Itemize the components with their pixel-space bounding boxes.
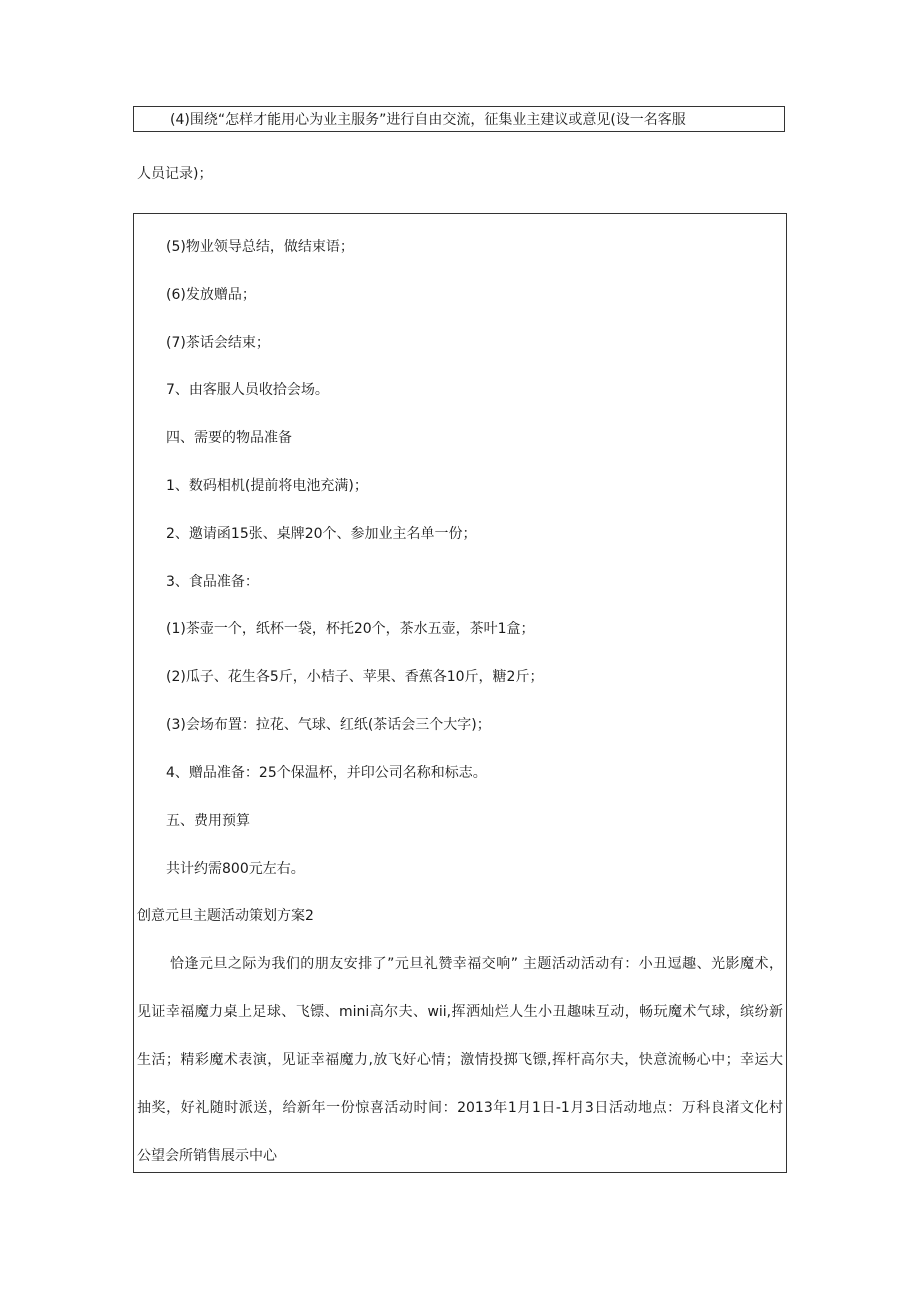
supply-4: 4、赠品准备：25个保温杯，并印公司名称和标志。 bbox=[166, 765, 487, 781]
item-4-continuation: 人员记录)； bbox=[137, 166, 213, 182]
supply-3: 3、食品准备： bbox=[166, 574, 259, 590]
plan2-para-line-1: 恰逢元旦之际为我们的朋友安排了”元旦礼赞幸福交响” 主题活动活动有：小丑逗趣、光影魔术， bbox=[170, 956, 783, 972]
food-2: (2)瓜子、花生各5斤，小桔子、苹果、香蕉各10斤，糖2斤； bbox=[166, 669, 544, 685]
plan2-para-line-3: 生活；精彩魔术表演，见证幸福魔力,放飞好心情；激情投掷飞镖,挥杆高尔夫，快意流畅心中；幸运大 bbox=[137, 1052, 783, 1068]
item-6: (6)发放赠品； bbox=[166, 287, 256, 303]
section-4-heading: 四、需要的物品准备 bbox=[166, 430, 292, 446]
plan2-title: 创意元旦主题活动策划方案2 bbox=[137, 908, 314, 924]
food-1: (1)茶壶一个，纸杯一袋，杯托20个，茶水五壶，茶叶1盒； bbox=[166, 621, 535, 637]
plan2-para-line-4: 抽奖，好礼随时派送，给新年一份惊喜活动时间：2013年1月1日-1月3日活动地点：万科良渚文化村 bbox=[137, 1100, 783, 1116]
main-box bbox=[133, 213, 787, 1173]
section-5-heading: 五、费用预算 bbox=[166, 813, 250, 829]
item-4-line: (4)围绕“怎样才能用心为业主服务”进行自由交流，征集业主建议或意见(设一名客服 bbox=[170, 112, 686, 128]
supply-2: 2、邀请函15张、桌牌20个、参加业主名单一份； bbox=[166, 526, 477, 542]
item-5: (5)物业领导总结，做结束语； bbox=[166, 239, 354, 255]
supply-1: 1、数码相机(提前将电池充满)； bbox=[166, 478, 368, 494]
plan2-para-line-5: 公望会所销售展示中心 bbox=[137, 1148, 277, 1164]
food-3: (3)会场布置：拉花、气球、红纸(茶话会三个大字)； bbox=[166, 717, 491, 733]
budget-total: 共计约需800元左右。 bbox=[166, 861, 305, 877]
plan2-para-line-2: 见证幸福魔力桌上足球、飞镖、mini高尔夫、wii,挥洒灿烂人生小丑趣味互动，畅玩魔术气球，缤纷新 bbox=[137, 1004, 783, 1020]
item-7-sub: (7)茶话会结束； bbox=[166, 335, 270, 351]
item-7-cleanup: 7、由客服人员收拾会场。 bbox=[166, 382, 329, 398]
